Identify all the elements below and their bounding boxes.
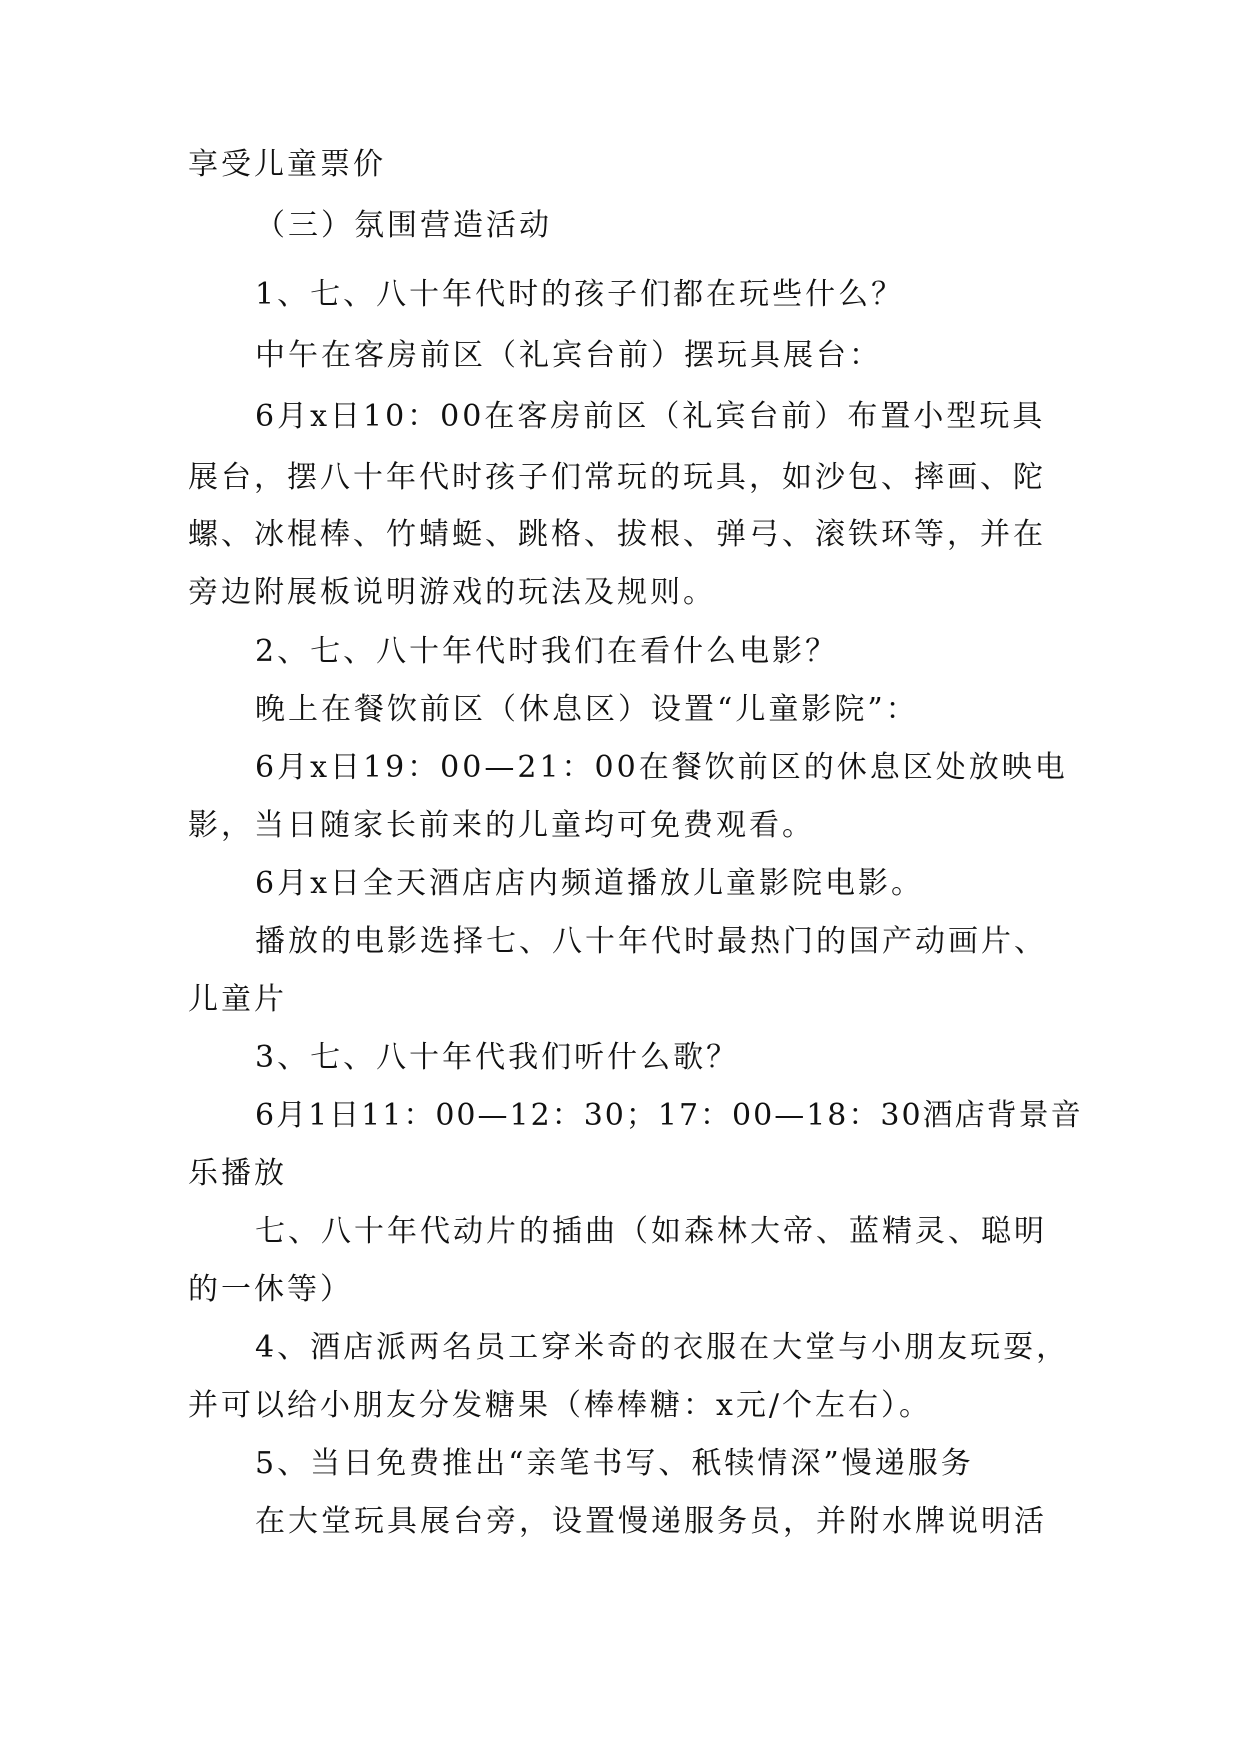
text-line: 螺、冰棍棒、竹蜻蜓、跳格、拔根、弹弓、滚铁环等，并在 — [188, 517, 1046, 552]
text-line: 6月x日19：00—21：00在餐饮前区的休息区处放映电 — [255, 750, 1068, 785]
text-line: 在大堂玩具展台旁，设置慢递服务员，并附水牌说明活 — [255, 1504, 1047, 1539]
text-line: 6月1日11：00—12：30；17：00—18：30酒店背景音 — [255, 1098, 1083, 1133]
text-line: 播放的电影选择七、八十年代时最热门的国产动画片、 — [255, 924, 1047, 959]
item-heading: 1、七、八十年代时的孩子们都在玩些什么？ — [255, 277, 905, 312]
text-line: 享受儿童票价 — [188, 147, 386, 182]
text-line: 展台，摆八十年代时孩子们常玩的玩具，如沙包、摔画、陀 — [188, 460, 1046, 495]
text-line: 中午在客房前区（礼宾台前）摆玩具展台： — [255, 338, 882, 373]
item-heading: 5、当日免费推出“亲笔书写、秖犊情深”慢递服务 — [255, 1446, 974, 1481]
text-line: 并可以给小朋友分发糖果（棒棒糖：x元/个左右）。 — [188, 1388, 933, 1423]
item-heading: 2、七、八十年代时我们在看什么电影？ — [255, 634, 839, 669]
text-line: 乐播放 — [188, 1156, 287, 1191]
text-line: 6月x日10：00在客房前区（礼宾台前）布置小型玩具 — [255, 399, 1046, 434]
text-line: 的一休等） — [188, 1272, 353, 1307]
text-line: 七、八十年代动片的插曲（如森林大帝、蓝精灵、聪明 — [255, 1214, 1047, 1249]
text-line: 旁边附展板说明游戏的玩法及规则。 — [188, 575, 716, 610]
item-heading: 4、酒店派两名员工穿米奇的衣服在大堂与小朋友玩耍， — [255, 1330, 1070, 1365]
text-line: 影，当日随家长前来的儿童均可免费观看。 — [188, 808, 815, 843]
text-line: 晚上在餐饮前区（休息区）设置“儿童影院”： — [255, 692, 919, 727]
text-line: 儿童片 — [188, 982, 287, 1017]
item-heading: 3、七、八十年代我们听什么歌？ — [255, 1040, 740, 1075]
text-line: 6月x日全天酒店店内频道播放儿童影院电影。 — [255, 866, 925, 901]
section-heading: （三）氛围营造活动 — [255, 208, 552, 243]
